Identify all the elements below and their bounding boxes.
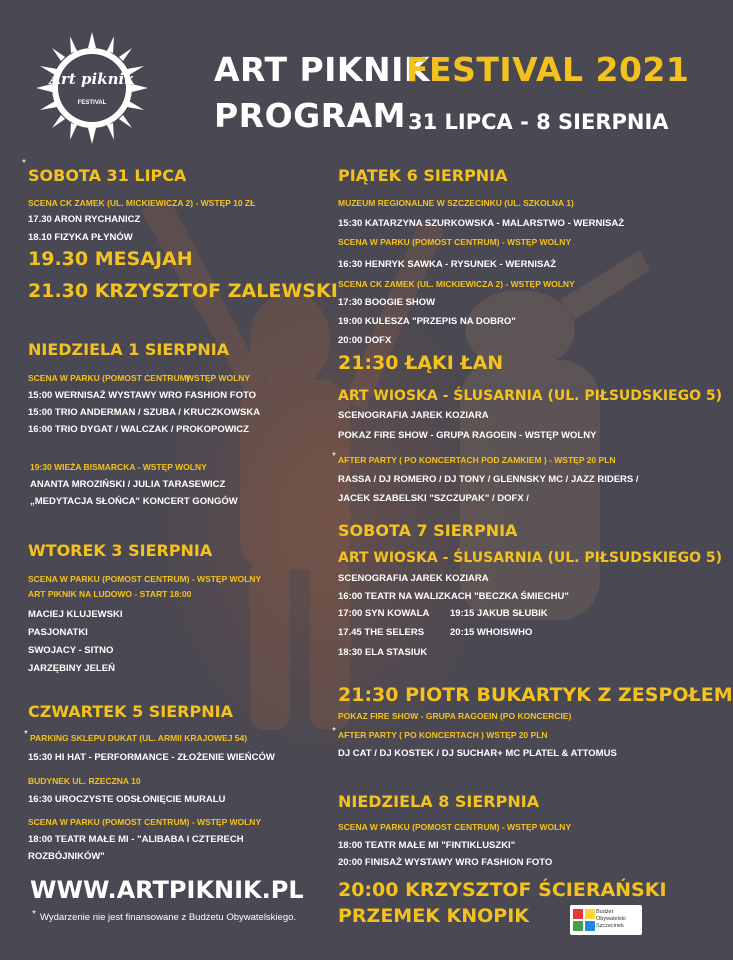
headliner: 21:30 PIOTR BUKARTYK Z ZESPOŁEM bbox=[338, 684, 733, 706]
day-title-fri6: PIĄTEK 6 SIERPNIA bbox=[338, 166, 508, 185]
title-dates: 31 LIPCA - 8 SIERPNIA bbox=[408, 110, 669, 134]
event-line: 17:00 SYN KOWALA bbox=[338, 608, 430, 619]
event-line: 16:30 UROCZYSTE ODSŁONIĘCIE MURALU bbox=[28, 794, 226, 805]
event-line: DJ CAT / DJ KOSTEK / DJ SUCHAR+ MC PLATEL & ATTOMUS bbox=[338, 748, 617, 759]
event-line: MACIEJ KLUJEWSKI bbox=[28, 609, 123, 620]
budget-squares-icon bbox=[573, 909, 595, 931]
svg-text:FESTIVAL: FESTIVAL bbox=[77, 100, 107, 106]
event-line: 17.45 THE SELERS bbox=[338, 627, 425, 638]
event-line: 19:15 JAKUB SŁUBIK bbox=[450, 608, 548, 619]
fire-show-sat: POKAZ FIRE SHOW - GRUPA RAGOEIN (PO KONCERCIE) bbox=[338, 711, 572, 721]
event-line: 20:15 WHOISWHO bbox=[450, 627, 533, 638]
event-line: 18:00 TEATR MAŁE MI - "ALIBABA I CZTERECH bbox=[28, 834, 244, 845]
day-title-sat31: SOBOTA 31 LIPCA bbox=[28, 166, 187, 185]
day-title-sat7: SOBOTA 7 SIERPNIA bbox=[338, 521, 518, 540]
event-line: 16:30 HENRYK SAWKA - RYSUNEK - WERNISAŻ bbox=[338, 259, 556, 270]
title-art-piknik: ART PIKNIK bbox=[214, 50, 430, 89]
event-line: 15:00 TRIO ANDERMAN / SZUBA / KRUCZKOWSKA bbox=[28, 407, 261, 418]
asterisk-mark: * bbox=[332, 726, 336, 737]
after-party-sat: AFTER PARTY ( PO KONCERTACH ) WSTĘP 20 PLN bbox=[338, 730, 548, 740]
venue-park: SCENA W PARKU (POMOST CENTRUM) - WSTĘP WOLNY bbox=[338, 237, 572, 247]
headliner: PRZEMEK KNOPIK bbox=[338, 905, 530, 927]
venue-sun1-entry: WSTĘP WOLNY bbox=[186, 373, 251, 383]
budget-line: Budżet bbox=[596, 909, 614, 915]
title-festival-2021: FESTIVAL 2021 bbox=[406, 50, 690, 89]
headliner: 21:30 ŁĄKI ŁAN bbox=[338, 352, 504, 374]
art-piknik-logo bbox=[32, 28, 152, 148]
footnote: Wydarzenie nie jest finansowane z Budżetu Obywatelskiego. bbox=[40, 912, 297, 923]
event-line: SCENOGRAFIA JAREK KOZIARA bbox=[338, 573, 489, 584]
asterisk-mark: * bbox=[332, 451, 336, 462]
title-program: PROGRAM bbox=[214, 96, 407, 135]
event-line: 16:00 TEATR NA WALIZKACH "BECZKA ŚMIECHU" bbox=[338, 591, 569, 602]
event-line: 16:00 TRIO DYGAT / WALCZAK / PROKOPOWICZ bbox=[28, 424, 249, 435]
event-line: 15:30 HI HAT - PERFORMANCE - ZŁOŻENIE WIEŃCÓW bbox=[28, 752, 275, 763]
budget-line: Szczecinek bbox=[596, 923, 624, 929]
asterisk-mark: * bbox=[22, 158, 26, 169]
day-title-tue3: WTOREK 3 SIERPNIA bbox=[28, 541, 213, 560]
event-line: 20:00 FINISAŻ WYSTAWY WRO FASHION FOTO bbox=[338, 857, 553, 868]
headliner: 20:00 KRZYSZTOF ŚCIERAŃSKI bbox=[338, 879, 667, 901]
venue-tue3: SCENA W PARKU (POMOST CENTRUM) - WSTĘP WOLNY bbox=[28, 574, 262, 584]
event-line: JACEK SZABELSKI "SZCZUPAK" / DOFX / bbox=[338, 493, 529, 504]
website-url[interactable]: WWW.ARTPIKNIK.PL bbox=[30, 876, 304, 904]
headliner: 21.30 KRZYSZTOF ZALEWSKI bbox=[28, 280, 338, 302]
event-line: 18:30 ELA STASIUK bbox=[338, 647, 428, 658]
venue-sun1: SCENA W PARKU (POMOST CENTRUM) bbox=[28, 373, 190, 383]
venue-bismarck: 19:30 WIEŻA BISMARCKA - WSTĘP WOLNY bbox=[30, 462, 207, 472]
event-line: 19:00 KULESZA "PRZEPIS NA DOBRO" bbox=[338, 316, 516, 327]
day-title-sun1: NIEDZIELA 1 SIERPNIA bbox=[28, 340, 230, 359]
event-line: SCENOGRAFIA JAREK KOZIARA bbox=[338, 410, 489, 421]
event-line: „MEDYTACJA SŁOŃCA" KONCERT GONGÓW bbox=[30, 496, 238, 507]
event-line: ANANTA MROZIŃSKI / JULIA TARASEWICZ bbox=[30, 479, 226, 490]
budzet-obywatelski-logo bbox=[570, 905, 642, 935]
event-line: 15:00 WERNISAŻ WYSTAWY WRO FASHION FOTO bbox=[28, 390, 257, 401]
art-wioska-fri: ART WIOSKA - ŚLUSARNIA (UL. PIŁSUDSKIEGO 5) bbox=[338, 388, 723, 404]
after-party-fri: AFTER PARTY ( PO KONCERTACH POD ZAMKIEM ) - WSTĘP 20 PLN bbox=[338, 455, 616, 465]
venue-sat31: SCENA CK ZAMEK (UL. MICKIEWICZA 2) - WSTĘP 10 ZŁ bbox=[28, 198, 256, 208]
art-wioska-sat: ART WIOSKA - ŚLUSARNIA (UL. PIŁSUDSKIEGO 5) bbox=[338, 550, 723, 566]
event-line: 18:00 TEATR MAŁE MI "FINTIKLUSZKI" bbox=[338, 840, 516, 851]
venue-thu5-park: SCENA W PARKU (POMOST CENTRUM) - WSTĘP WOLNY bbox=[28, 817, 262, 827]
day-title-thu5: CZWARTEK 5 SIERPNIA bbox=[28, 702, 233, 721]
event-line: RASSA / DJ ROMERO / DJ TONY / GLENNSKY MC / JAZZ RIDERS / bbox=[338, 474, 639, 485]
svg-text:Art piknik: Art piknik bbox=[49, 70, 135, 88]
subtitle-tue3: ART PIKNIK NA LUDOWO - START 18:00 bbox=[28, 589, 192, 599]
asterisk-mark: * bbox=[24, 729, 28, 740]
event-line: 20:00 DOFX bbox=[338, 335, 392, 346]
venue-thu5-dukat: PARKING SKLEPU DUKAT (UL. ARMII KRAJOWEJ 54) bbox=[30, 733, 248, 743]
event-line: JARZĘBINY JELEŃ bbox=[28, 663, 115, 674]
venue-museum: MUZEUM REGIONALNE W SZCZECINKU (UL. SZKOLNA 1) bbox=[338, 198, 574, 208]
event-line: ROZBÓJNIKÓW" bbox=[28, 851, 105, 862]
event-line: PASJONATKI bbox=[28, 627, 88, 638]
event-line: 15:30 KATARZYNA SZURKOWSKA - MALARSTWO - WERNISAŻ bbox=[338, 218, 625, 229]
asterisk-mark: * bbox=[32, 909, 36, 920]
event-line: 18.10 FIZYKA PŁYNÓW bbox=[28, 232, 133, 243]
venue-sun8: SCENA W PARKU (POMOST CENTRUM) - WSTĘP WOLNY bbox=[338, 822, 572, 832]
event-line: POKAZ FIRE SHOW - GRUPA RAGOEIN - WSTĘP WOLNY bbox=[338, 430, 597, 441]
headliner: 19.30 MESAJAH bbox=[28, 248, 193, 270]
venue-zamek: SCENA CK ZAMEK (UL. MICKIEWICZA 2) - WSTĘP WOLNY bbox=[338, 279, 575, 289]
budget-line: Obywatelski bbox=[596, 916, 626, 922]
event-line: SWOJACY - SITNO bbox=[28, 645, 114, 656]
venue-thu5-rzeczna: BUDYNEK UL. RZECZNA 10 bbox=[28, 776, 141, 786]
event-line: 17:30 BOOGIE SHOW bbox=[338, 297, 436, 308]
day-title-sun8: NIEDZIELA 8 SIERPNIA bbox=[338, 792, 540, 811]
event-line: 17.30 ARON RYCHANICZ bbox=[28, 214, 141, 225]
